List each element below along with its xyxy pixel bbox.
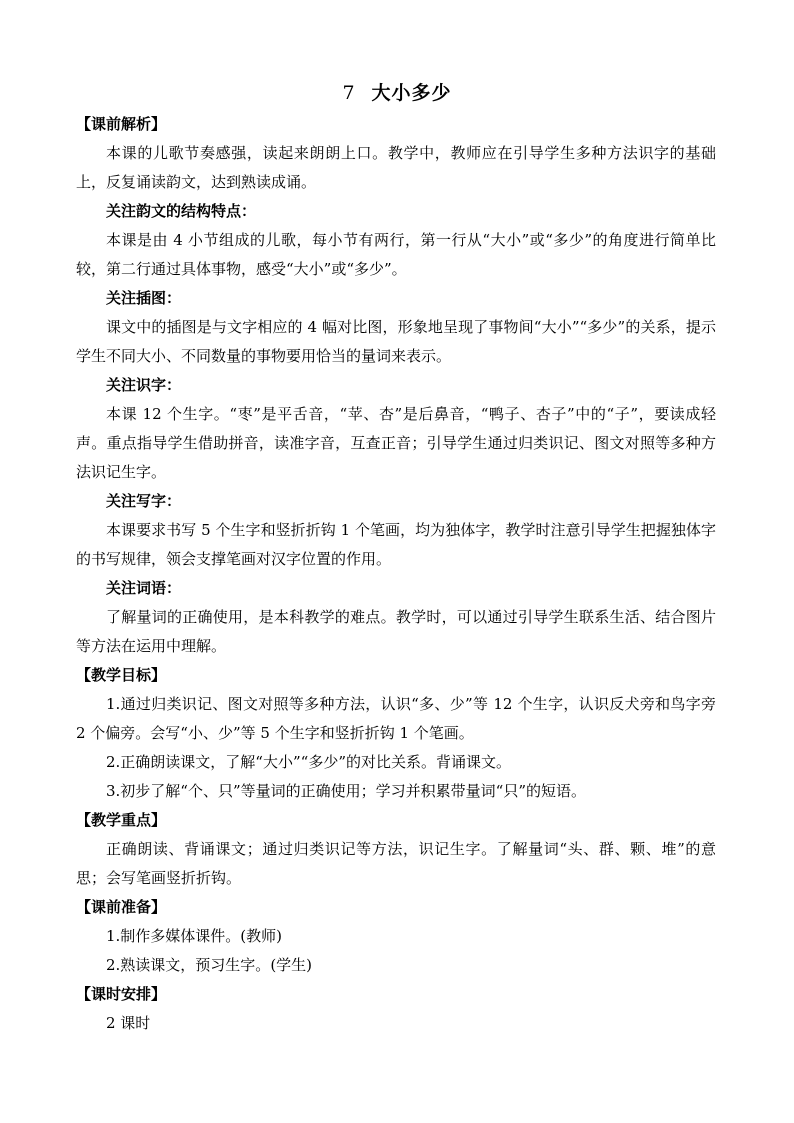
key-points-text: 正确朗读、背诵课文；通过归类识记等方法，识记生字。了解量词“头、群、颗、堆”的意思；会写笔画竖折折钩。	[76, 840, 716, 887]
structure-text: 本课是由 4 小节组成的儿歌，每小节有两行，第一行从“大小”或“多少”的角度进行简单比较，第二行通过具体事物，感受“大小”或“多少”。	[76, 231, 716, 278]
lesson-number: 7	[342, 82, 356, 104]
subheading-structure: 关注韵文的结构特点：	[106, 202, 257, 220]
goal-item-3: 3.初步了解“个、只”等量词的正确使用；学习并积累带量词“只”的短语。	[106, 782, 586, 800]
section-heading-goals: 【教学目标】	[76, 666, 167, 684]
goal-item-1: 1.通过归类识记、图文对照等多种方法，认识“多、少”等 12 个生字，认识反犬旁和鸟字旁 2 个偏旁。会写“小、少”等 5 个生字和竖折折钩 1 个笔画。	[76, 695, 716, 742]
preparation-item-1: 1.制作多媒体课件。(教师)	[106, 927, 283, 945]
analysis-intro: 本课的儿歌节奏感强，读起来朗朗上口。教学中，教师应在引导学生多种方法识字的基础上，反复诵读韵文，达到熟读成诵。	[76, 144, 716, 191]
document-body	[76, 110, 716, 1038]
lesson-title	[0, 78, 794, 105]
subheading-illustration: 关注插图：	[106, 289, 182, 307]
section-heading-key-points: 【教学重点】	[76, 811, 167, 829]
section-heading-preparation: 【课前准备】	[76, 898, 167, 916]
subheading-literacy: 关注识字：	[106, 376, 182, 394]
goal-item-2: 2.正确朗读课文，了解“大小”“多少”的对比关系。背诵课文。	[106, 753, 511, 771]
subheading-words: 关注词语：	[106, 579, 182, 597]
preparation-item-2: 2.熟读课文，预习生字。(学生)	[106, 956, 313, 974]
writing-text: 本课要求书写 5 个生字和竖折折钩 1 个笔画，均为独体字，教学时注意引导学生把握独体字的书写规律，领会支撑笔画对汉字位置的作用。	[76, 521, 716, 568]
section-heading-analysis: 【课前解析】	[76, 115, 167, 133]
lesson-title-text: 大小多少	[371, 82, 452, 104]
subheading-writing: 关注写字：	[106, 492, 182, 510]
illustration-text: 课文中的插图是与文字相应的 4 幅对比图，形象地呈现了事物间“大小”“多少”的关系，提示学生不同大小、不同数量的事物要用恰当的量词来表示。	[76, 318, 716, 365]
words-text: 了解量词的正确使用，是本科教学的难点。教学时，可以通过引导学生联系生活、结合图片等方法在运用中理解。	[76, 608, 716, 655]
literacy-text: 本课 12 个生字。“枣”是平舌音，“苹、杏”是后鼻音，“鸭子、杏子”中的“子”，要读成轻声。重点指导学生借助拼音，读准字音，互查正音；引导学生通过归类识记、图文对照等多种方法识记生字。	[76, 405, 716, 481]
schedule-text: 2 课时	[106, 1014, 151, 1032]
section-heading-schedule: 【课时安排】	[76, 985, 167, 1003]
